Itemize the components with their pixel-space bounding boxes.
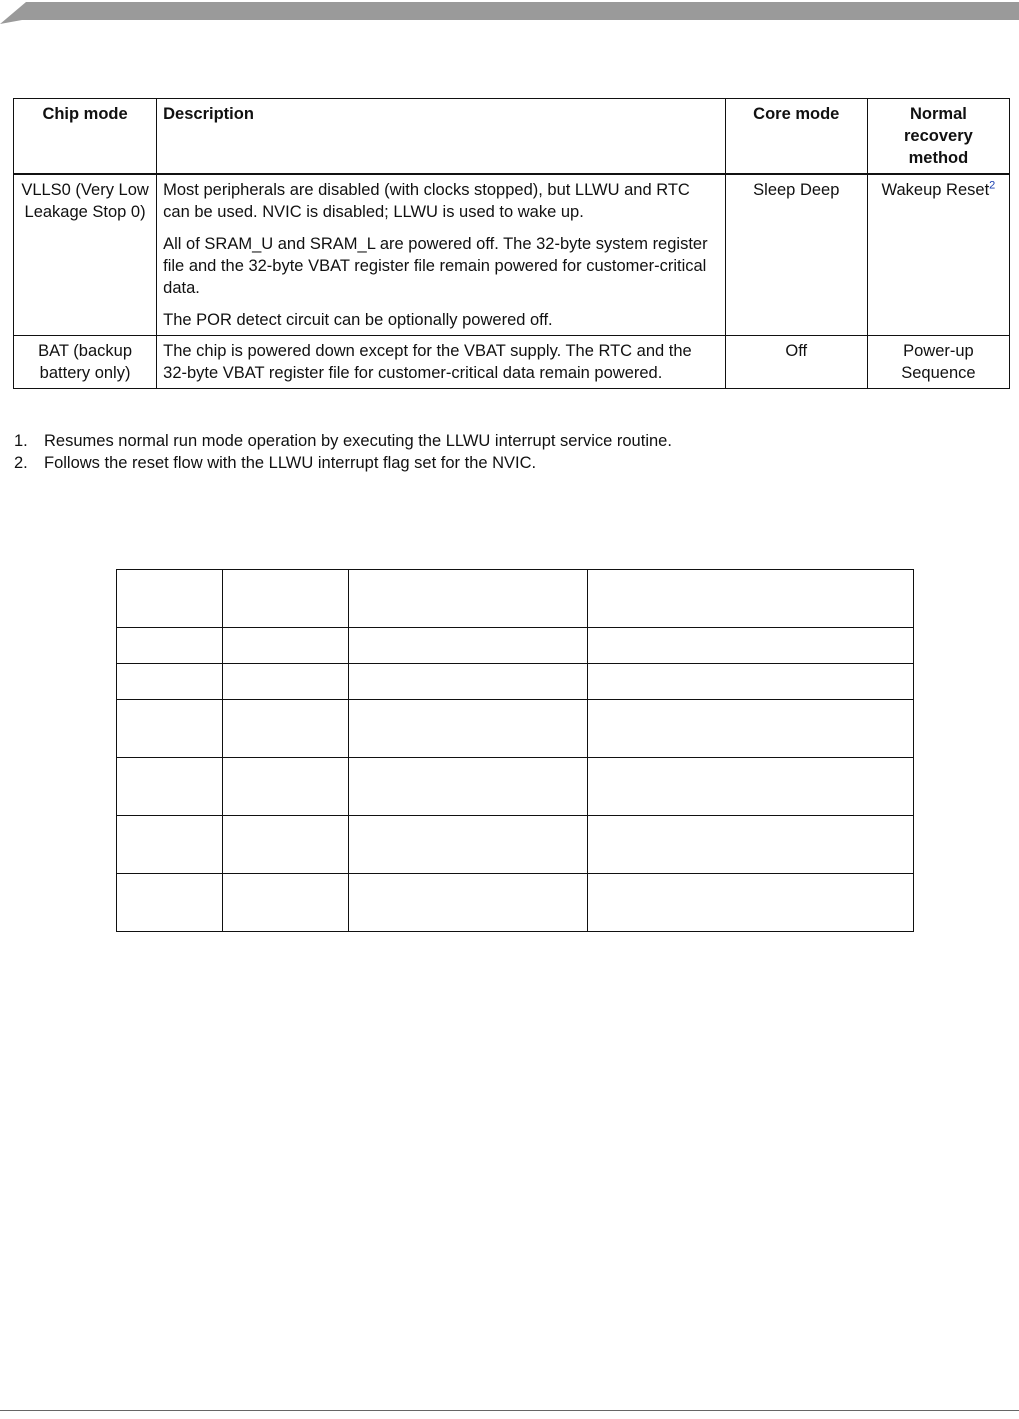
cell-chip-mode: VLLS0 (Very Low Leakage Stop 0)	[14, 174, 157, 336]
empty-cell	[117, 874, 223, 932]
empty-cell	[588, 874, 914, 932]
empty-cell	[222, 816, 348, 874]
empty-cell	[588, 628, 914, 664]
table-row	[117, 874, 914, 932]
header-chip-mode: Chip mode	[14, 99, 157, 175]
empty-cell	[117, 664, 223, 700]
empty-cell	[222, 874, 348, 932]
cell-chip-mode: BAT (backup battery only)	[14, 336, 157, 389]
footnote-number: 1.	[14, 432, 28, 450]
table-row	[117, 628, 914, 664]
empty-cell	[588, 664, 914, 700]
empty-cell	[348, 816, 588, 874]
description-paragraph: Most peripherals are disabled (with clocks stopped), but LLWU and RTC can be used. NVIC is disabled; LLWU is used to wake up.	[163, 181, 690, 221]
empty-cell	[117, 700, 223, 758]
footnotes	[14, 430, 1004, 474]
description-paragraph: The chip is powered down except for the VBAT supply. The RTC and the 32-byte VBAT register file for customer-critical data remain powered.	[163, 342, 692, 382]
footnote-text: Follows the reset flow with the LLWU interrupt flag set for the NVIC.	[44, 454, 537, 472]
empty-cell	[348, 874, 588, 932]
empty-cell	[348, 664, 588, 700]
empty-cell	[588, 758, 914, 816]
header-recovery-method: Normal recovery method	[867, 99, 1009, 175]
footnote-text: Resumes normal run mode operation by executing the LLWU interrupt service routine.	[44, 432, 672, 450]
empty-cell	[348, 570, 588, 628]
empty-cell	[348, 628, 588, 664]
footnote-1	[14, 430, 1004, 452]
empty-cell	[222, 700, 348, 758]
empty-cell	[588, 570, 914, 628]
empty-cell	[222, 758, 348, 816]
cell-description	[157, 174, 726, 336]
table-row	[117, 816, 914, 874]
header-bar	[0, 0, 1019, 24]
table-row	[117, 758, 914, 816]
table-row	[117, 570, 914, 628]
empty-cell	[117, 816, 223, 874]
table-row-vlls0	[14, 174, 1010, 336]
recovery-text: Wakeup Reset	[881, 181, 990, 199]
cell-recovery-method: Power-up Sequence	[867, 336, 1009, 389]
cell-recovery-method	[867, 174, 1009, 336]
empty-cell	[588, 700, 914, 758]
empty-cell	[348, 758, 588, 816]
empty-cell	[117, 758, 223, 816]
footnote-ref-link[interactable]: 2	[989, 179, 996, 192]
cell-description	[157, 336, 726, 389]
empty-cell	[222, 570, 348, 628]
footnote-2	[14, 452, 1004, 474]
empty-cell	[588, 816, 914, 874]
header-description: Description	[157, 99, 726, 175]
table-row	[117, 700, 914, 758]
footnote-number: 2.	[14, 454, 28, 472]
cell-core-mode: Sleep Deep	[725, 174, 867, 336]
empty-cell	[117, 628, 223, 664]
footer-rule	[0, 1410, 1019, 1411]
empty-cell	[117, 570, 223, 628]
cell-core-mode: Off	[725, 336, 867, 389]
empty-cell	[348, 700, 588, 758]
empty-grid-table	[116, 569, 914, 932]
table-row-bat	[14, 336, 1010, 389]
description-paragraph: All of SRAM_U and SRAM_L are powered off. The 32-byte system register file and the 32-byte VBAT register file remain powered for customer-critical data.	[163, 235, 708, 297]
empty-cell	[222, 628, 348, 664]
table-header-row	[14, 99, 1010, 175]
description-paragraph: The POR detect circuit can be optionally powered off.	[163, 311, 553, 329]
empty-cell	[222, 664, 348, 700]
chip-mode-table	[13, 98, 1010, 389]
table-row	[117, 664, 914, 700]
header-core-mode: Core mode	[725, 99, 867, 175]
